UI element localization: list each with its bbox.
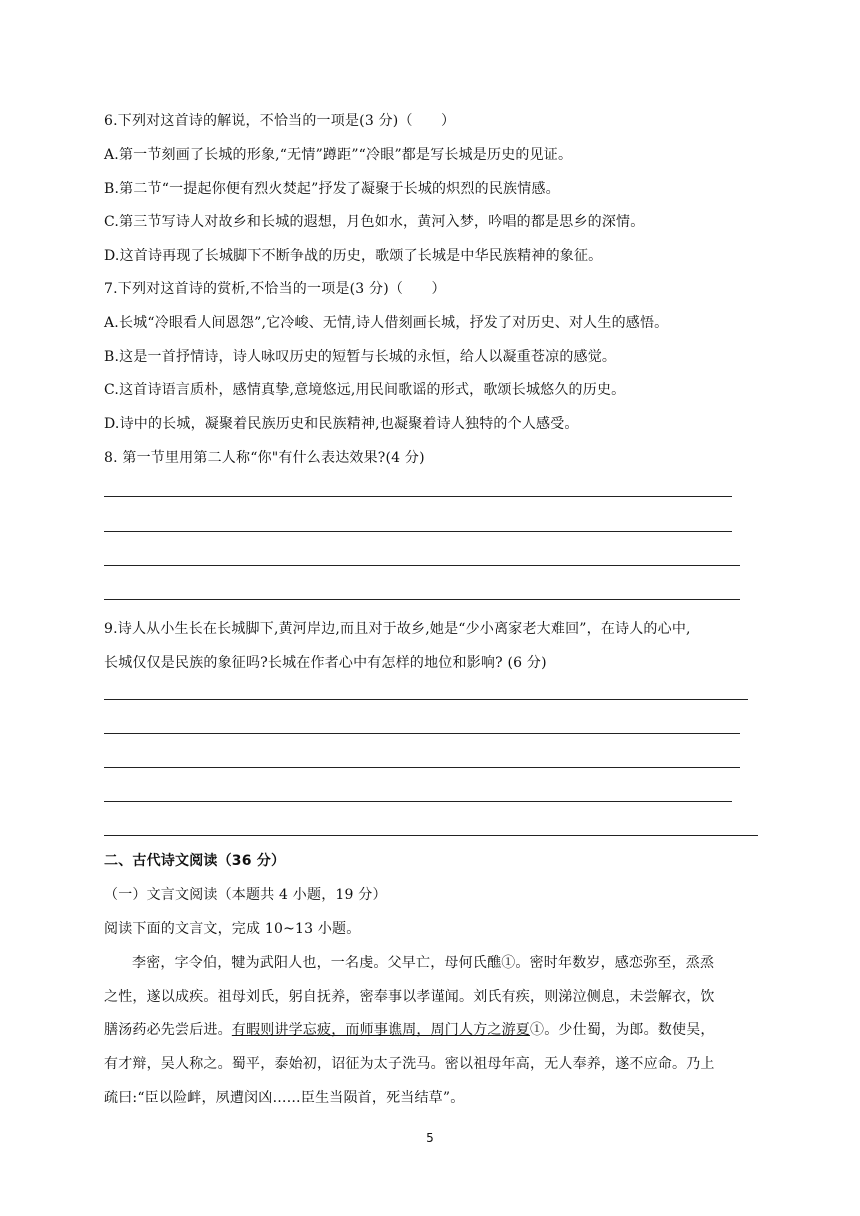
passage-text: ①。少仕蜀，为郎。数使吴， (530, 1022, 715, 1038)
passage-line-1: 李密，字令伯，犍为武阳人也，一名虔。父早亡，母何氏醮①。密时年数岁，感恋弥至，烝烝 (132, 955, 715, 971)
q8-stem: 8. 第一节里用第二人称“你"有什么表达效果?(4 分) (104, 450, 425, 466)
q6-option-d: D.这首诗再现了长城脚下不断争战的历史，歌颂了长城是中华民族精神的象征。 (104, 248, 603, 264)
q7-option-d: D.诗中的长城，凝聚着民族历史和民族精神,也凝聚着诗人独特的个人感受。 (104, 416, 579, 432)
q9-answer-line[interactable] (104, 835, 758, 836)
q7-option-b: B.这是一首抒情诗，诗人咏叹历史的短暂与长城的永恒，给人以凝重苍凉的感觉。 (104, 349, 617, 365)
q8-answer-line[interactable] (104, 531, 732, 532)
underlined-sentence: 有暇则讲学忘疲，而师事谯周，周门人方之游夏 (231, 1022, 531, 1038)
q9-answer-line[interactable] (104, 733, 740, 734)
q8-answer-line[interactable] (104, 565, 740, 566)
passage-line-2: 之性，遂以成疾。祖母刘氏，躬自抚养，密奉事以孝谨闻。刘氏有疾，则涕泣侧息，未尝解衣，饮 (104, 989, 715, 1005)
q6-stem: 6.下列对这首诗的解说，不恰当的一项是(3 分)（ ） (104, 113, 456, 129)
passage-line-3 (104, 1021, 715, 1039)
passage-text: 膳汤药必先尝后进。 (104, 1022, 232, 1038)
q9-answer-line[interactable] (104, 699, 748, 700)
q6-option-c: C.第三节写诗人对故乡和长城的遐想，月色如水，黄河入梦，吟唱的都是思乡的深情。 (104, 214, 645, 230)
q7-option-c: C.这首诗语言质朴，感情真挚,意境悠远,用民间歌谣的形式，歌颂长城悠久的历史。 (104, 382, 626, 398)
q6-option-b: B.第二节“一提起你便有烈火焚起”抒发了凝聚于长城的炽烈的民族情感。 (104, 181, 560, 197)
section-heading: 二、古代诗文阅读（36 分） (104, 853, 286, 869)
q9-stem-line-1: 9.诗人从小生长在长城脚下,黄河岸边,而且对于故乡,她是“少小离家老大难回”，在诗人的心中, (104, 621, 691, 637)
q7-stem: 7.下列对这首诗的赏析,不恰当的一项是(3 分)（ ） (104, 281, 446, 297)
q9-stem-line-2: 长城仅仅是民族的象征吗?长城在作者心中有怎样的地位和影响? (6 分) (104, 655, 547, 671)
page-number: 5 (426, 1131, 434, 1145)
q8-answer-line[interactable] (104, 496, 732, 497)
q6-option-a: A.第一节刻画了长城的形象,“无情”蹲距”“冷眼”都是写长城是历史的见证。 (104, 147, 573, 163)
q9-answer-line[interactable] (104, 767, 740, 768)
reading-instruction: 阅读下面的文言文，完成 10~13 小题。 (104, 921, 361, 937)
q8-answer-line[interactable] (104, 599, 740, 600)
passage-line-5: 疏曰:“臣以险衅，夙遭闵凶……臣生当陨首，死当结草”。 (104, 1090, 465, 1106)
subsection-heading: （一）文言文阅读（本题共 4 小题，19 分） (104, 887, 387, 903)
q9-answer-line[interactable] (104, 801, 732, 802)
q7-option-a: A.长城“冷眼看人间恩怨”,它冷峻、无情,诗人借刻画长城，抒发了对历史、对人生的感悟。 (104, 315, 669, 331)
passage-line-4: 有才辩，吴人称之。蜀平，泰始初，诏征为太子洗马。密以祖母年高，无人奉养，遂不应命。乃上 (104, 1056, 715, 1072)
